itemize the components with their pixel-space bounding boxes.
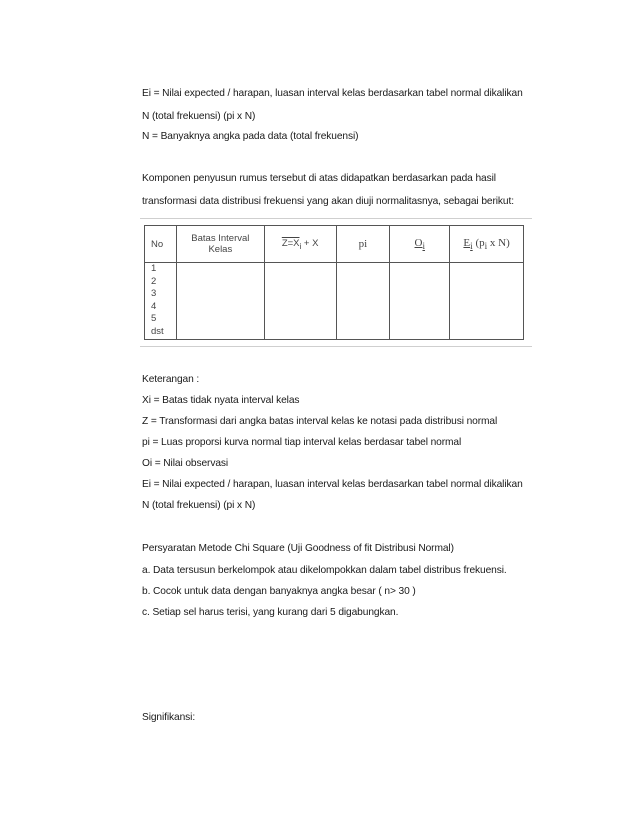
persyaratan-b: b. Cocok untuk data dengan banyaknya angka besar ( n> 30 ) (142, 586, 416, 597)
header-ei-rest: (p (472, 236, 485, 249)
header-z (264, 226, 336, 263)
signifikansi-title: Signifikansi: (142, 712, 196, 723)
keterangan-xi: Xi = Batas tidak nyata interval kelas (142, 395, 300, 406)
row-number: 4 (151, 300, 157, 312)
distribution-table-figure (140, 218, 532, 347)
table-header-row (145, 226, 524, 263)
row-number: 3 (151, 288, 157, 300)
header-no: No (145, 226, 177, 263)
komponen-line-1: Komponen penyusun rumus tersebut di atas didapatkan berdasarkan pada hasil (142, 173, 496, 184)
header-pi: pi (336, 226, 390, 263)
header-z-sub: i (299, 241, 302, 251)
z-cell (264, 263, 336, 340)
keterangan-ei-cont: N (total frekuensi) (pi x N) (142, 500, 256, 511)
oi-cell (390, 263, 450, 340)
header-oi-main: O (414, 236, 423, 249)
keterangan-z: Z = Transformasi dari angka batas interval kelas ke notasi pada distribusi normal (142, 416, 498, 427)
row-number: 2 (151, 275, 157, 287)
persyaratan-title: Persyaratan Metode Chi Square (Uji Goodness of fit Distribusi Normal) (142, 543, 454, 554)
header-oi (390, 226, 450, 263)
header-batas-interval (176, 226, 264, 263)
header-ei-main: E (463, 236, 471, 249)
komponen-line-2: transformasi data distribusi frekuensi yang akan diuji normalitasnya, sebagai berikut: (142, 196, 514, 207)
row-number: 5 (151, 313, 157, 325)
header-z-rest: + X (301, 237, 319, 249)
pi-cell (336, 263, 390, 340)
header-ei-sub: i (470, 241, 473, 252)
header-z-main: Z=X (281, 237, 300, 249)
keterangan-pi: pi = Luas proporsi kurva normal tiap interval kelas berdasar tabel normal (142, 437, 462, 448)
header-batas-line2: Kelas (208, 244, 233, 255)
header-ei-rest-sub: i (484, 241, 488, 252)
batas-interval-cell (176, 263, 264, 340)
distribution-table (144, 225, 524, 340)
ei-cell (450, 263, 524, 340)
keterangan-ei: Ei = Nilai expected / harapan, luasan interval kelas berdasarkan tabel normal dikalikan (142, 479, 523, 490)
header-ei-end: x N) (487, 236, 510, 249)
intro-n-total-line: N (total frekuensi) (pi x N) (142, 111, 256, 122)
header-batas-line1: Batas Interval (191, 233, 250, 244)
row-numbers-cell (145, 263, 177, 340)
row-number: dst (151, 325, 164, 337)
keterangan-oi: Oi = Nilai observasi (142, 458, 229, 469)
persyaratan-a: a. Data tersusun berkelompok atau dikelompokkan dalam tabel distribus frekuensi. (142, 565, 507, 576)
intro-n-definition: N = Banyaknya angka pada data (total frekuensi) (142, 131, 359, 142)
header-oi-sub: i (422, 241, 426, 252)
persyaratan-c: c. Setiap sel harus terisi, yang kurang dari 5 digabungkan. (142, 607, 399, 618)
table-body-row (145, 263, 524, 340)
keterangan-title: Keterangan : (142, 374, 200, 385)
header-ei (450, 226, 524, 263)
row-number: 1 (151, 263, 157, 274)
intro-ei-line: Ei = Nilai expected / harapan, luasan interval kelas berdasarkan tabel normal dikalikan (142, 88, 523, 99)
